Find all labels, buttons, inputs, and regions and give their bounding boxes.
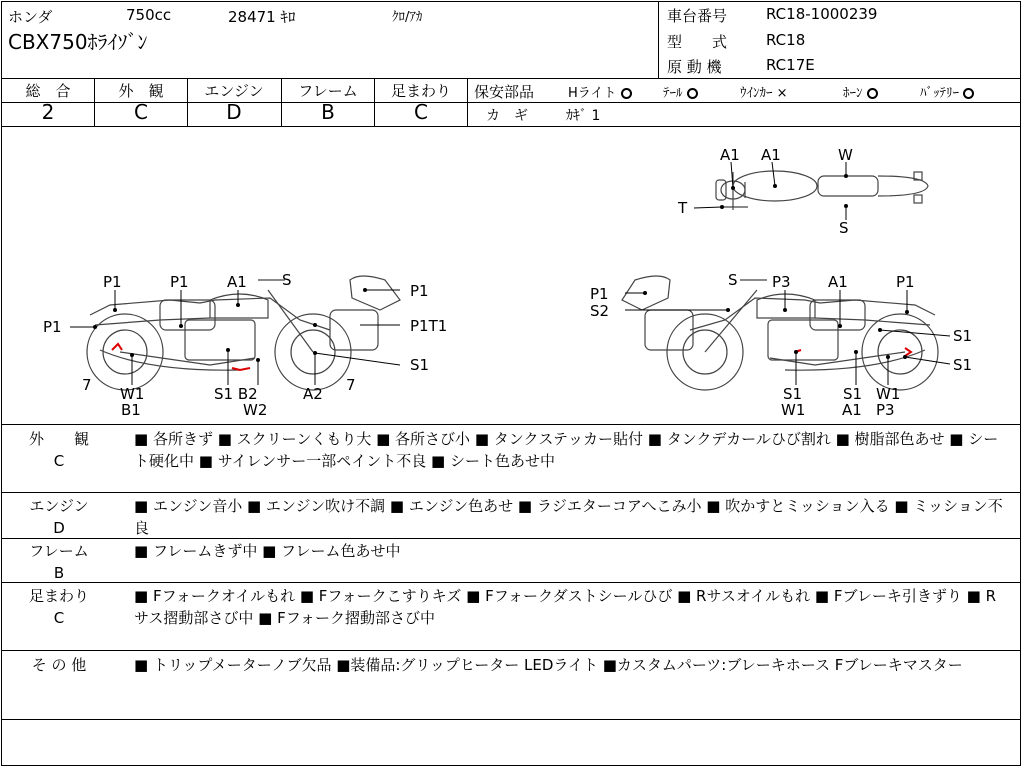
safety-label: 保安部品: [474, 83, 535, 101]
divider: [1, 719, 1021, 720]
note-exterior-text: ■ 各所きず ■ スクリーンくもり大 ■ 各所さび小 ■ タンクステッカー貼付 ■ タンクデカールひび割れ ■ 樹脂部色あせ ■ シート硬化中 ■ サイレンサー一部ペイント不良 ■ シート色あせ中: [134, 430, 999, 470]
left-a1: A1: [227, 273, 247, 291]
safety-headlight: Hライト: [568, 82, 632, 101]
note-frame-text: ■ フレームきず中 ■ フレーム色あせ中: [134, 542, 401, 560]
damage-marks: [112, 344, 911, 370]
chassis-label: 車台番号: [667, 7, 728, 25]
note-other-text: ■ トリップメーターノブ欠品 ■装備品:グリップヒーター LEDライト ■カスタムパーツ:ブレーキホース Fブレーキマスター: [134, 656, 963, 674]
grade-suspension-label: 足まわり: [390, 82, 451, 100]
left-p1-d: P1: [410, 282, 429, 300]
note-engine-text: ■ エンジン音小 ■ エンジン吹け不調 ■ エンジン色あせ ■ ラジエターコアへこみ小 ■ 吹かすとミッション入る ■ ミッション不良: [134, 497, 1003, 537]
safety-taillight: ﾃｰﾙ: [663, 82, 698, 101]
circle-ok-icon: [687, 88, 698, 99]
safety-winker: ｳｲﾝｶｰ ×: [740, 86, 788, 101]
grade-total-value: 2: [41, 100, 55, 124]
grade-engine-label: エンジン: [204, 82, 264, 100]
right-p1: P1: [590, 285, 609, 303]
right-w1: W1: [781, 401, 806, 419]
engine-label: 原 動 機: [667, 58, 722, 76]
left-b1: B1: [121, 401, 141, 419]
circle-ok-icon: [963, 88, 974, 99]
note-suspension-text: ■ Fフォークオイルもれ ■ Fフォークこすりキズ ■ Fフォークダストシールひび ■ Rサスオイルもれ ■ Fブレーキ引きずり ■ Rサス摺動部さび中 ■ Fフォーク摺動部さび中: [134, 587, 996, 627]
motorcycle-right-view: [622, 276, 938, 390]
grade-engine-value: D: [226, 100, 242, 124]
right-s1-d: S1: [843, 385, 863, 403]
grade-frame-value: B: [321, 100, 335, 124]
circle-ok-icon: [867, 88, 878, 99]
left-p1-a: P1: [103, 273, 122, 291]
divider: [1, 650, 1021, 651]
mileage: 28471 ｷﾛ: [228, 8, 296, 26]
divider: [467, 78, 468, 126]
right-s1-c: S1: [783, 385, 803, 403]
note-frame-label: フレーム B: [29, 542, 89, 582]
right-p1-b: P1: [896, 273, 915, 291]
left-s1b2: S1 B2: [214, 385, 258, 403]
right-s1-b: S1: [953, 356, 973, 374]
damage-diagram: [0, 127, 1022, 423]
color: ｸﾛ/ｱｶ: [392, 10, 423, 25]
safety-battery: ﾊﾞｯﾃﾘｰ: [920, 82, 974, 101]
left-w1: W1: [120, 385, 145, 403]
left-w2: W2: [243, 401, 268, 419]
left-7-a: 7: [82, 376, 92, 394]
right-s: S: [728, 271, 738, 289]
chassis-value: RC18-1000239: [766, 5, 878, 23]
grade-exterior-value: C: [134, 100, 148, 124]
left-s1: S1: [410, 356, 430, 374]
grade-suspension-value: C: [414, 100, 428, 124]
left-p1t1: P1T1: [410, 317, 448, 335]
left-7-b: 7: [346, 376, 356, 394]
circle-ok-icon: [621, 88, 632, 99]
leader-dots: [93, 174, 909, 362]
left-s: S: [282, 271, 292, 289]
grade-frame-label: フレーム: [298, 82, 358, 100]
top-t: T: [678, 199, 688, 217]
right-p3: P3: [772, 273, 791, 291]
divider: [1, 78, 1021, 79]
key-value: ｶｷﾞ 1: [566, 108, 601, 124]
engine-value: RC17E: [766, 56, 815, 74]
safety-horn: ﾎｰﾝ: [843, 82, 878, 101]
top-a1-right: A1: [761, 146, 781, 164]
top-a1-left: A1: [720, 146, 740, 164]
divider: [658, 1, 659, 78]
right-a1-b: A1: [842, 401, 862, 419]
note-engine-label: エンジン D: [29, 497, 89, 537]
top-w: W: [838, 146, 853, 164]
motorcycle-top-view: [716, 171, 928, 210]
right-s1-a: S1: [953, 327, 973, 345]
divider: [1, 582, 1021, 583]
maker: ホンダ: [8, 8, 53, 26]
left-a2: A2: [303, 385, 323, 403]
grade-total-label: 総 合: [25, 82, 71, 100]
x-mark-icon: ×: [776, 86, 788, 101]
note-other-label: そ の 他: [31, 656, 87, 674]
motorcycle-left-view: [87, 276, 400, 390]
grade-exterior-label: 外 観: [118, 82, 164, 100]
model-name: CBX750ﾎﾗｲｿﾞﾝ: [8, 30, 148, 54]
right-s2: S2: [590, 302, 610, 320]
note-exterior-label: 外 観 C: [28, 430, 89, 470]
type-value: RC18: [766, 31, 806, 49]
leader-lines: [70, 162, 950, 385]
displacement: 750cc: [126, 6, 172, 24]
right-p3-b: P3: [876, 401, 895, 419]
left-p1-c: P1: [43, 318, 62, 336]
divider: [1, 492, 1021, 493]
divider: [1, 424, 1021, 425]
right-w1-b: W1: [876, 385, 901, 403]
type-label: 型 式: [667, 33, 728, 51]
note-suspension-label: 足まわり C: [28, 587, 89, 627]
top-s: S: [839, 219, 849, 237]
key-label: カ ギ: [486, 108, 528, 124]
right-a1: A1: [828, 273, 848, 291]
left-p1-b: P1: [170, 273, 189, 291]
